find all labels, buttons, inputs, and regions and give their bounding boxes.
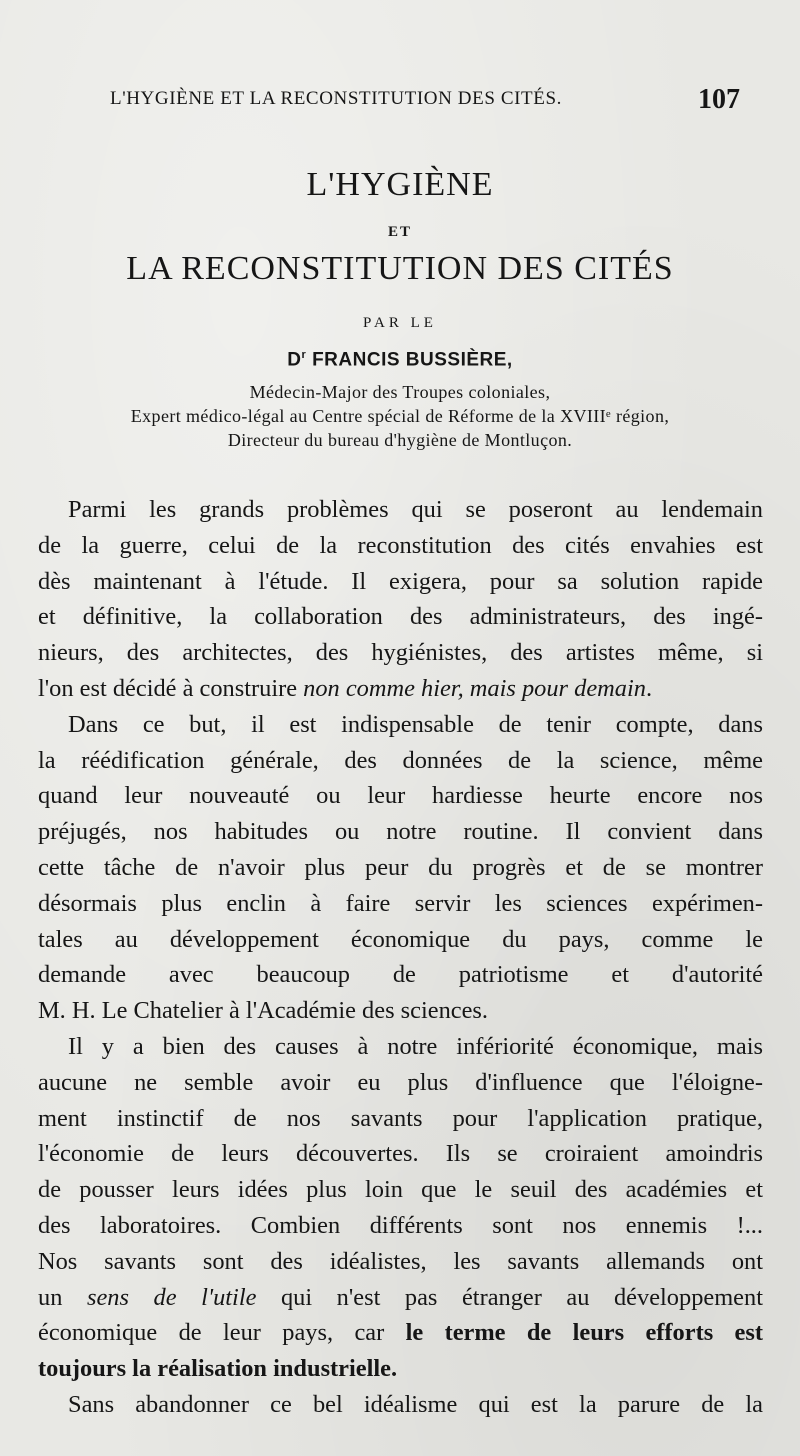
- text-line: nieurs, des architectes, des hygiénistes, des artistes même, si: [38, 639, 763, 667]
- text-line: tales au développement économique du pays, comme le: [38, 925, 763, 953]
- text-run: .: [645, 674, 653, 702]
- text-line: Parmi les grands problèmes qui se poseront au lendemain: [68, 496, 763, 523]
- byline-by: PAR LE: [363, 315, 437, 331]
- text-line: l'économie de leurs découvertes. Ils se croiraient amoindris: [38, 1140, 763, 1168]
- text-line: aucune ne semble avoir eu plus d'influence que l'éloigne-: [38, 1068, 763, 1096]
- text-line: de pousser leurs idées plus loin que le seuil des académies et: [38, 1176, 763, 1204]
- bold-text: le terme de leurs efforts est: [405, 1319, 763, 1347]
- page-number: 107: [698, 84, 740, 115]
- author-name-text: FRANCIS BUSSIÈRE,: [312, 349, 513, 371]
- text-run: économique de leur pays, car: [38, 1319, 406, 1347]
- emphasis-text: non comme hier, mais pour demain: [303, 674, 646, 702]
- author-name: [0, 349, 800, 371]
- text-line: [38, 1280, 763, 1316]
- text-line: préjugés, nos habitudes ou notre routine. Il convient dans: [38, 818, 763, 846]
- text-line: quand leur nouveauté ou leur hardiesse heurte encore nos: [38, 782, 763, 810]
- text-line: Nos savants sont des idéalistes, les savants allemands ont: [38, 1247, 763, 1275]
- text-line: Dans ce but, il est indispensable de tenir compte, dans: [68, 710, 763, 738]
- text-run: l'on est décidé à construire: [38, 674, 304, 702]
- text-line: [38, 1315, 763, 1351]
- running-head: L'HYGIÈNE ET LA RECONSTITUTION DES CITÉS.: [110, 88, 562, 109]
- text-run: qui n'est pas étranger au développement: [256, 1283, 763, 1311]
- text-line: et définitive, la collaboration des administrateurs, des ingé-: [38, 603, 763, 631]
- text-line: la réédification générale, des données de la science, même: [38, 746, 763, 774]
- article-title-line-1: L'HYGIÈNE: [306, 166, 494, 203]
- article-title-conjunction: ET: [387, 224, 412, 240]
- bold-text: toujours la réalisation industrielle.: [38, 1355, 398, 1383]
- author-prefix: D: [287, 349, 302, 371]
- text-line: M. H. Le Chatelier à l'Académie des sciences.: [38, 997, 489, 1025]
- text-line: ment instinctif de nos savants pour l'application pratique,: [38, 1104, 763, 1132]
- text-line: demande avec beaucoup de patriotisme et d'autorité: [38, 961, 763, 989]
- text-line: de la guerre, celui de la reconstitution des cités envahies est: [38, 531, 763, 559]
- author-credential: Directeur du bureau d'hygiène de Montluçon.: [227, 430, 573, 450]
- article-title-line-2: LA RECONSTITUTION DES CITÉS: [126, 250, 674, 287]
- text-line: [38, 1351, 763, 1387]
- author-credential: Expert médico-légal au Centre spécial de Réforme de la XVIIIᵉ région,: [130, 406, 670, 426]
- author-credential: Médecin-Major des Troupes coloniales,: [249, 382, 551, 402]
- text-line: dès maintenant à l'étude. Il exigera, pour sa solution rapide: [38, 567, 763, 595]
- text-line: désormais plus enclin à faire servir les sciences expérimen-: [38, 889, 763, 917]
- text-line: Il y a bien des causes à notre infériorité économique, mais: [68, 1032, 763, 1060]
- text-line: cette tâche de n'avoir plus peur du progrès et de se montrer: [38, 853, 763, 881]
- text-line: des laboratoires. Combien différents sont nos ennemis !...: [38, 1211, 763, 1239]
- emphasis-text: sens de l'utile: [86, 1283, 257, 1311]
- author-prefix-sup: r: [301, 349, 307, 361]
- article-body: [38, 492, 763, 1423]
- text-line: Sans abandonner ce bel idéalisme qui est la parure de la: [68, 1390, 763, 1418]
- text-line: [38, 671, 763, 707]
- text-run: un: [38, 1283, 87, 1311]
